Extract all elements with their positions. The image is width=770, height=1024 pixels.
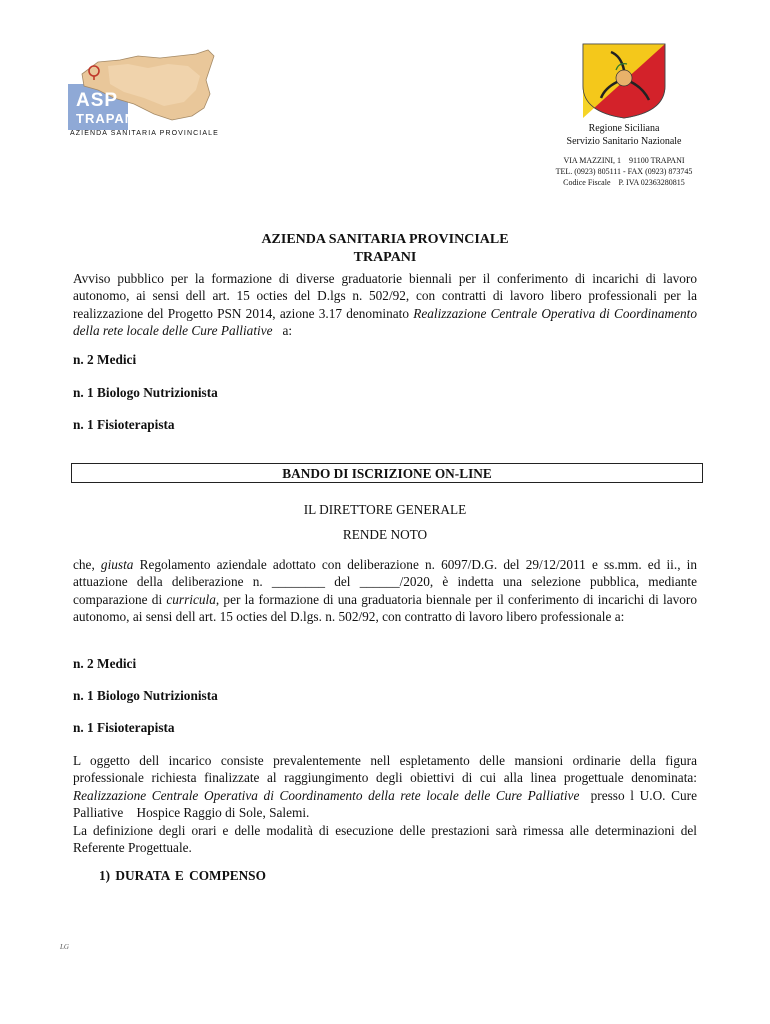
- logo-text-trapani: TRAPANI: [76, 111, 140, 126]
- body-paragraph-1: [73, 556, 697, 626]
- position-item: n. 1 Fisioterapista: [73, 417, 175, 432]
- intro-paragraph: [73, 270, 697, 340]
- body1-text-a: che,: [73, 557, 101, 572]
- body1-text-c: , per la formazione di una graduatoria biennale per il conferimento di incarichi di lavoro autonomo, ai sensi dell art. 15 octies del D.lgs. n. 502/92, con contratto di lavoro libero professionale a:: [73, 591, 698, 625]
- position-item: n. 2 Medici: [73, 352, 137, 367]
- position-item: n. 1 Biologo Nutrizionista: [73, 385, 218, 400]
- title-line-2: TRAPANI: [353, 250, 417, 265]
- region-header: [520, 122, 728, 148]
- trinacria-icon: [581, 42, 667, 120]
- footer-initials: LG: [60, 943, 69, 951]
- body1-text-b: Regolamento aziendale adottato con deliberazione n. 6097/D.G. del 29/12/2011 e ss.mm. ed ii., in attuazione della deliberazione n. ________ del ______/2020, è indetta una selezione pubblica, mediante comparazione di: [73, 557, 698, 607]
- section-heading-durata: 1) DURATA E COMPENSO: [99, 868, 266, 883]
- body-paragraph-2: [73, 752, 704, 856]
- position-item: n. 1 Fisioterapista: [73, 720, 175, 735]
- health-service-name: Servizio Sanitario Nazionale: [566, 136, 682, 147]
- asp-trapani-logo: [68, 46, 240, 142]
- regione-siciliana-emblem: [581, 42, 667, 120]
- direttore-line: IL DIRETTORE GENERALE: [303, 502, 467, 517]
- intro-project-name: Realizzazione Centrale Operativa di Coordinamento della rete locale delle Cure Palliative: [73, 305, 697, 339]
- phone-line: TEL. (0923) 805111 - FAX (0923) 873745: [555, 167, 693, 176]
- bando-heading-box: [71, 463, 703, 483]
- body1-italic-b: curricula: [166, 591, 216, 607]
- body2-italic: Realizzazione Centrale Operativa di Coordinamento della rete locale delle Cure Palliative: [73, 787, 580, 803]
- logo-text-asp: ASP: [76, 90, 119, 111]
- body2-text-a: L oggetto dell incarico consiste prevalentemente nell espletamento delle mansioni ordinarie della figura professionale richiesta finalizzate al raggiungimento degli obiettivi di cui alla linea progettuale denominata:: [73, 753, 704, 786]
- fiscal-line: Codice Fiscale P. IVA 02363280815: [563, 178, 685, 187]
- logo-subtitle: AZIENDA SANITARIA PROVINCIALE: [70, 130, 219, 137]
- region-name: Regione Siciliana: [588, 123, 660, 134]
- body2-text-c: La definizione degli orari e delle modalità di esecuzione delle prestazioni sarà rimessa alle determinazioni del Referente Progettuale.: [73, 822, 697, 856]
- bando-heading: BANDO DI ISCRIZIONE ON-LINE: [282, 466, 492, 481]
- rende-noto-line: RENDE NOTO: [342, 527, 428, 542]
- body2-text-b: presso l U.O. Cure Palliative Hospice Raggio di Sole, Salemi.: [73, 787, 701, 821]
- address-block: [520, 155, 728, 188]
- intro-tail: a:: [272, 323, 293, 339]
- title-line-1: AZIENDA SANITARIA PROVINCIALE: [261, 232, 509, 247]
- address-line: VIA MAZZINI, 1 91100 TRAPANI: [563, 156, 685, 165]
- body1-italic-a: giusta: [100, 557, 134, 572]
- intro-text: Avviso pubblico per la formazione di diverse graduatorie biennali per il conferimento di incarichi di lavoro autonomo, ai sensi dell art. 15 octies del D.lgs n. 502/92, con contratti di lavoro libero professionali per la realizzazione del Progetto PSN 2014, azione 3.17 denominato: [73, 271, 697, 321]
- position-item: n. 2 Medici: [73, 656, 137, 671]
- position-item: n. 1 Biologo Nutrizionista: [73, 688, 218, 703]
